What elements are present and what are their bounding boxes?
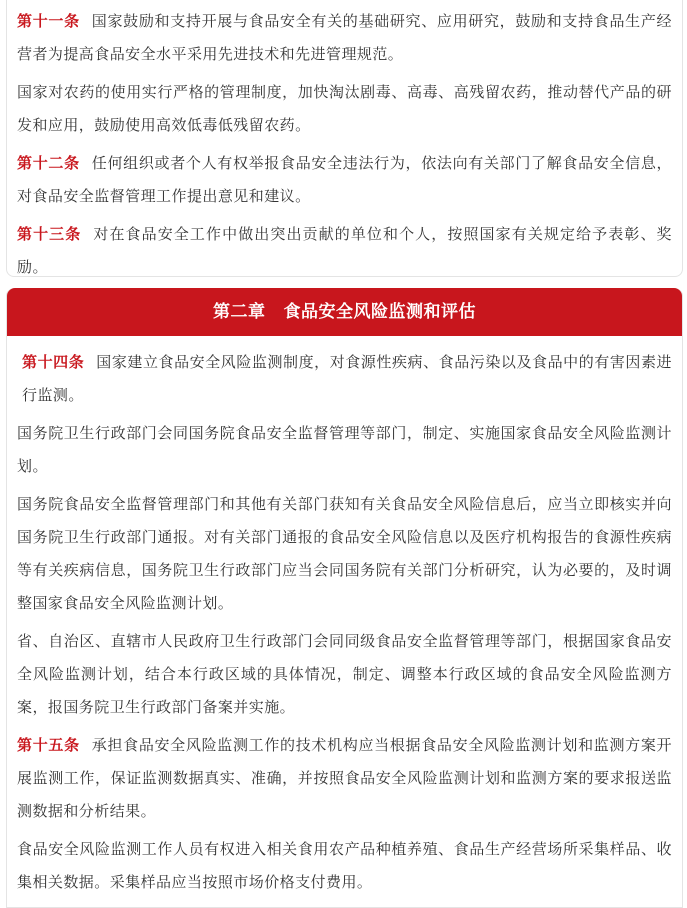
article-paragraph [17, 218, 672, 284]
paragraph-text: 国家对农药的使用实行严格的管理制度，加快淘汰剧毒、高毒、高残留农药，推动替代产品的研发和应用，鼓励使用高效低毒低残留农药。 [17, 83, 672, 134]
paragraph-text: 国务院卫生行政部门会同国务院食品安全监督管理等部门，制定、实施国家食品安全风险监测计划。 [17, 424, 672, 475]
paragraph [17, 417, 672, 483]
law-section-card-1 [6, 0, 683, 277]
article-number: 第十五条 [17, 736, 80, 754]
paragraph [17, 76, 672, 142]
article-text: 国家鼓励和支持开展与食品安全有关的基础研究、应用研究，鼓励和支持食品生产经营者为提高食品安全水平采用先进技术和先进管理规范。 [17, 12, 672, 63]
paragraph-text: 国务院食品安全监督管理部门和其他有关部门获知有关食品安全风险信息后，应当立即核实并向国务院卫生行政部门通报。对有关部门通报的食品安全风险信息以及医疗机构报告的食源性疾病等有关疾病信息，国务院卫生行政部门应当会同国务院有关部门分析研究，认为必要的，及时调整国家食品安全风险监测计划。 [17, 495, 672, 612]
paragraph [17, 625, 672, 724]
paragraph-text: 省、自治区、直辖市人民政府卫生行政部门会同同级食品安全监督管理等部门，根据国家食品安全风险监测计划，结合本行政区域的具体情况，制定、调整本行政区域的食品安全风险监测方案，报国务院卫生行政部门备案并实施。 [17, 632, 672, 716]
paragraph-text: 食品安全风险监测工作人员有权进入相关食用农产品种植养殖、食品生产经营场所采集样品、收集相关数据。采集样品应当按照市场价格支付费用。 [17, 840, 672, 891]
article-number: 第十二条 [17, 154, 80, 172]
chapter-content [7, 336, 682, 899]
article-text: 对在食品安全工作中做出突出贡献的单位和个人，按照国家有关规定给予表彰、奖励。 [17, 225, 672, 276]
article-number: 第十一条 [17, 12, 80, 30]
paragraph [17, 488, 672, 620]
article-text: 承担食品安全风险监测工作的技术机构应当根据食品安全风险监测计划和监测方案开展监测工作，保证监测数据真实、准确，并按照食品安全风险监测计划和监测方案的要求报送监测数据和分析结果。 [17, 736, 672, 820]
article-number: 第十三条 [17, 225, 82, 243]
article-paragraph [17, 5, 672, 71]
law-section-card-2 [6, 288, 683, 908]
article-paragraph [17, 147, 672, 213]
article-number: 第十四条 [22, 353, 85, 371]
chapter-number: 第二章 [213, 302, 266, 322]
article-text: 国家建立食品安全风险监测制度，对食源性疾病、食品污染以及食品中的有害因素进行监测。 [22, 353, 672, 404]
paragraph [17, 833, 672, 899]
article-paragraph [17, 346, 672, 412]
article-paragraph [17, 729, 672, 828]
article-text: 任何组织或者个人有权举报食品安全违法行为，依法向有关部门了解食品安全信息，对食品安全监督管理工作提出意见和建议。 [17, 154, 672, 205]
chapter-header [7, 288, 682, 336]
chapter-title: 食品安全风险监测和评估 [283, 302, 476, 322]
